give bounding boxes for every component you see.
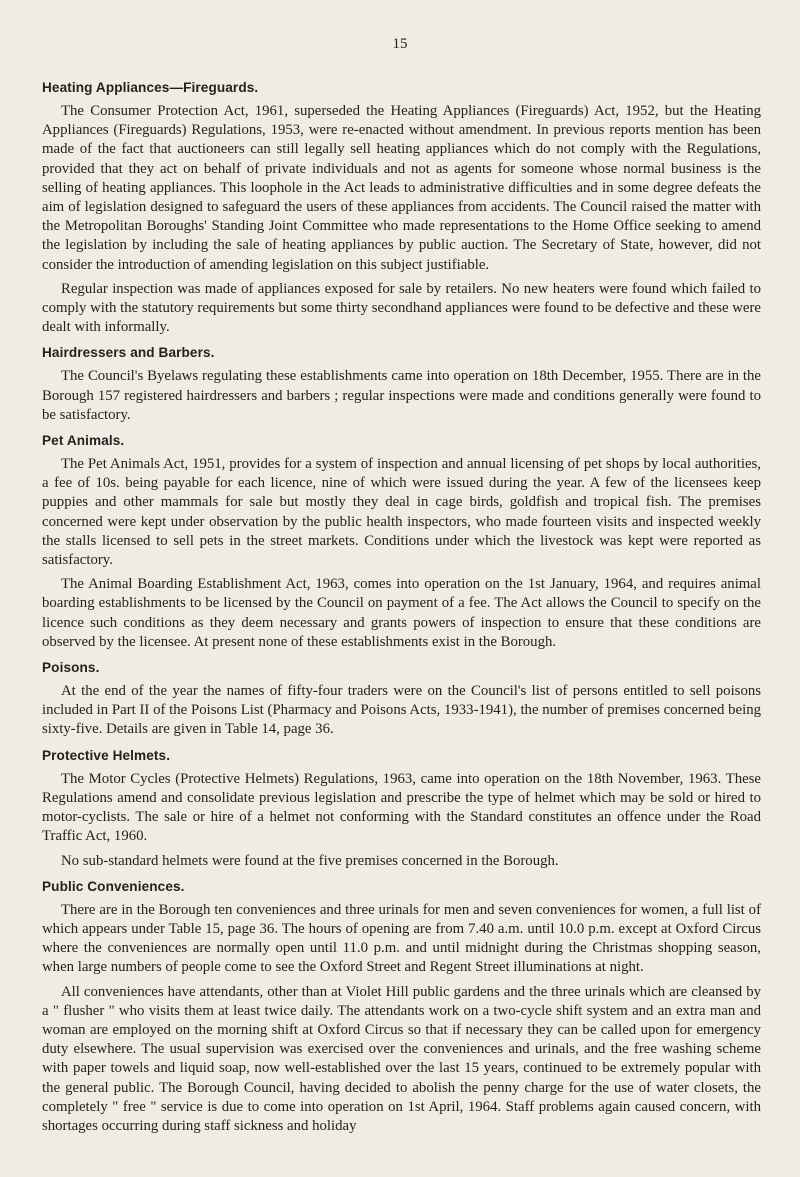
paragraph: The Animal Boarding Establishment Act, 1963, comes into operation on the 1st January, 1964, and requires animal boarding establishments to be licensed by the Council on payment of a fee. The Act allows the Council to specify on the licence such conditions as they deem necessary and grants powers of inspection to ensure that these conditions are observed by the licensee. At present none of these establishments exist in the Borough. <box>42 576 761 650</box>
paragraph: The Consumer Protection Act, 1961, superseded the Heating Appliances (Fireguards) Act, 1952, but the Heating Appliances (Fireguards) Regulations, 1953, were re-enacted without amendment. In previous reports mention has been made of the fact that auctioneers can still legally sell heating appliances which do not comply with the Regulations, provided that they act on behalf of private individuals and not as agents for someone whose normal business is the selling of heating appliances. This loophole in the Act leads to administrative difficulties and in some degree defeats the aim of legislation designed to safeguard the users of these appliances from accidents. The Council raised the matter with the Metropolitan Boroughs' Standing Joint Committee who made representations to the Home Office seeking to amend the legislation by including the sale of heating appliances by public auction. The Secretary of State, however, did not consider the introduction of amending legislation on this subject justifiable. <box>42 103 761 273</box>
paragraph: There are in the Borough ten conveniences and three urinals for men and seven conveniences for women, a full list of which appears under Table 15, page 36. The hours of opening are from 7.40 a.m. until 10.0 p.m. except at Oxford Circus where the conveniences are normally open until 11.0 p.m. and until midnight during the Christmas shopping season, when large numbers of people come to see the Oxford Street and Regent Street illuminations at night. <box>42 901 761 976</box>
section-heading: Heating Appliances—Fireguards. <box>42 80 259 95</box>
section-heading: Protective Helmets. <box>42 747 171 763</box>
paragraph: No sub-standard helmets were found at the five premises concerned in the Borough. <box>61 852 559 869</box>
section-protective-helmets <box>42 748 761 871</box>
section-heading: Public Conveniences. <box>42 878 185 894</box>
paragraph: At the end of the year the names of fifty-four traders were on the Council's list of persons entitled to sell poisons included in Part II of the Poisons List (Pharmacy and Poisons Acts, 1933-1941), the number of premises concerned being sixty-five. Details are given in Table 14, page 36. <box>42 683 761 738</box>
paragraph: All conveniences have attendants, other than at Violet Hill public gardens and the three urinals which are cleansed by a " flusher " who visits them at least twice daily. The attendants work on a two-cycle shift system and an extra man and woman are employed on the morning shift at Oxford Circus so that if necessary they can be called upon for emergency duty elsewhere. The usual supervision was exercised over the conveniences and urinals, and the free washing scheme with paper towels and liquid soap, now well-established over the last 15 years, continued to be extremely popular with the general public. The Borough Council, having decided to abolish the penny charge for the use of water closets, the completely " free " service is due to come into operation on 1st April, 1964. Staff problems again caused concern, with shortages occurring during staff sickness and holiday <box>42 983 761 1134</box>
page-number: 15 <box>392 36 408 52</box>
section-heating-appliances <box>42 80 761 337</box>
section-public-conveniences <box>42 879 761 1136</box>
section-heading: Pet Animals. <box>42 433 125 449</box>
paragraph: The Motor Cycles (Protective Helmets) Regulations, 1963, came into operation on the 18th November, 1963. These Regulations amend and consolidate previous legislation and prescribe the type of helmet which may be sold or hired to motor-cyclists. The sale or hire of a helmet not conforming with the Standard constitutes an offence under the Road Traffic Act, 1960. <box>42 770 761 845</box>
section-hairdressers-barbers <box>42 345 761 425</box>
section-pet-animals <box>42 433 761 652</box>
paragraph: The Pet Animals Act, 1951, provides for a system of inspection and annual licensing of pet shops by local authorities, a fee of 10s. being payable for each licence, nine of which were issued during the year. A few of the licensees keep puppies and other mammals for sale but mostly they deal in cage birds, goldfish and tropical fish. The premises concerned were kept under observation by the public health inspectors, who made fourteen visits and inspected weekly the stalls licensed to sell pets in the street markets. Conditions under which the livestock was kept were reported as satisfactory. <box>42 456 761 569</box>
section-heading: Hairdressers and Barbers. <box>42 345 215 361</box>
section-heading: Poisons. <box>42 660 100 676</box>
page-content <box>42 80 761 1141</box>
paragraph: Regular inspection was made of appliances exposed for sale by retailers. No new heaters were found which failed to comply with the statutory requirements but some thirty secondhand appliances were found to be defective and these were dealt with informally. <box>42 280 761 336</box>
paragraph: The Council's Byelaws regulating these establishments came into operation on 18th December, 1955. There are in the Borough 157 registered hairdressers and barbers ; regular inspections were made and conditions generally were found to be satisfactory. <box>42 368 761 423</box>
section-poisons <box>42 660 761 740</box>
